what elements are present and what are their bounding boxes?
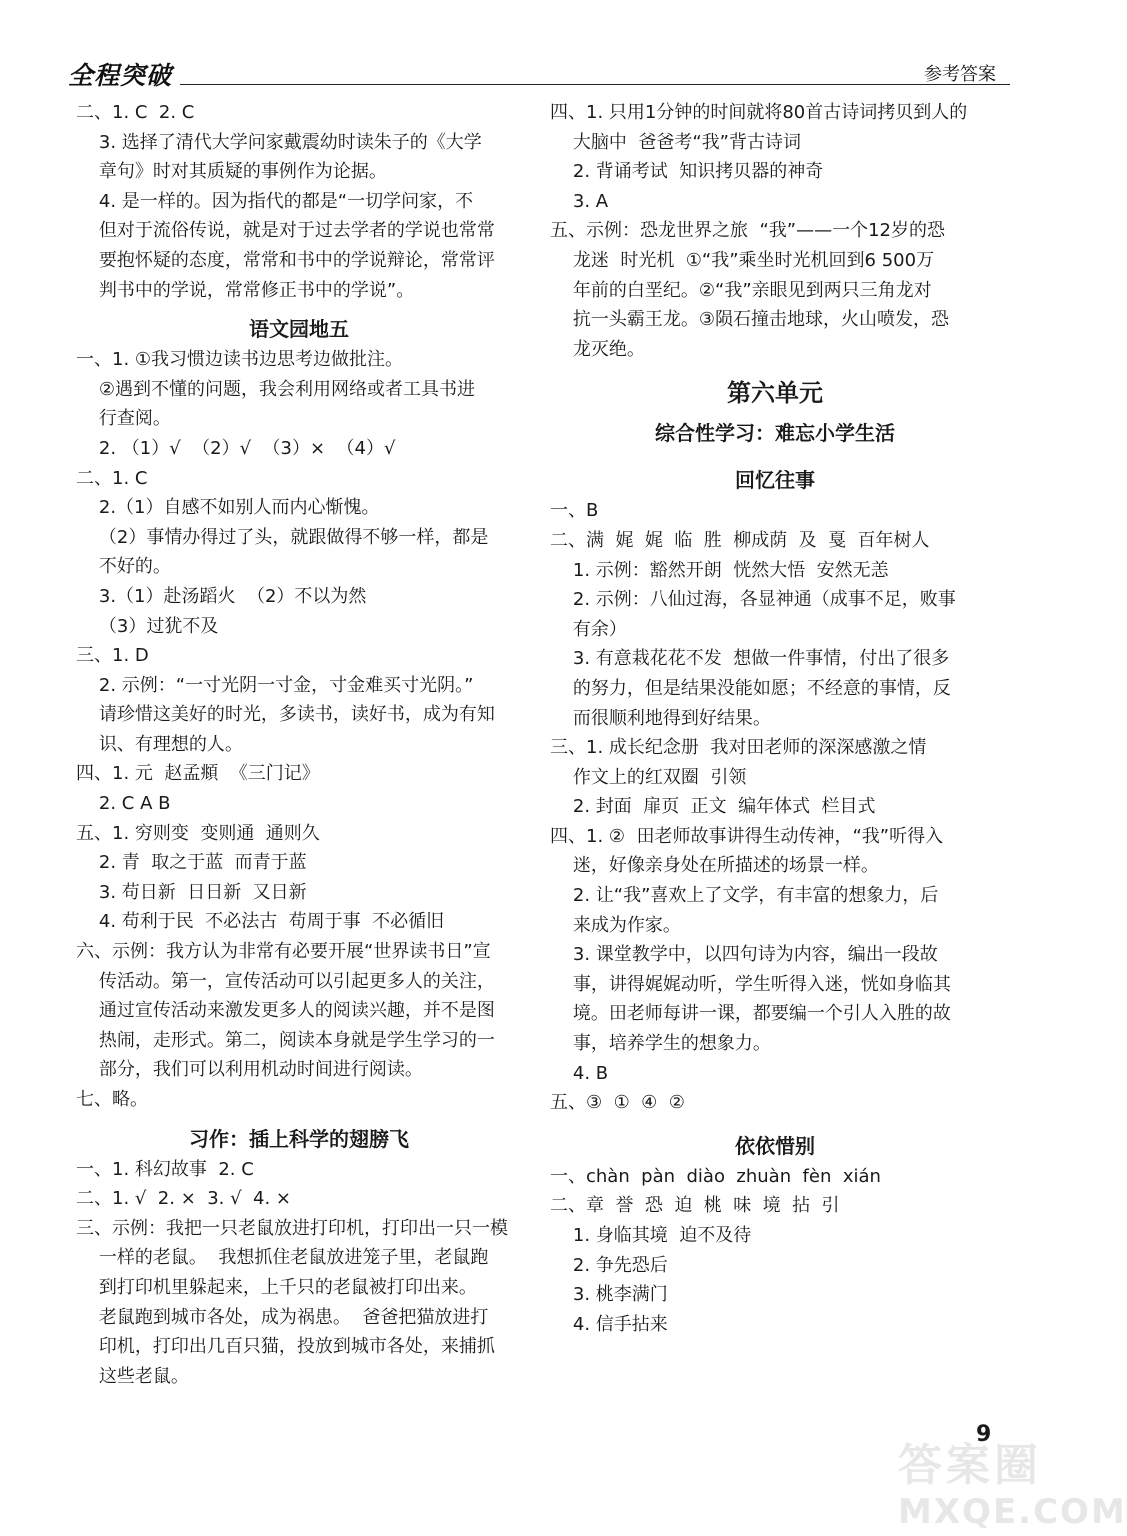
answer-line: 通过宣传活动来激发更多人的阅读兴趣，并不是图 (76, 1000, 495, 1022)
watermark-logo (898, 1440, 1127, 1536)
answer-line: 三、1. 成长纪念册 我对田老师的深深感激之情 (550, 737, 927, 759)
answer-line: 四、1. 只用1分钟的时间就将80首古诗词拷贝到人的 (550, 102, 968, 123)
answer-line: 二、章 誉 恐 迫 桃 味 境 拈 引 (550, 1195, 840, 1217)
answer-line: 一、1. 科幻故事 2. C (76, 1158, 254, 1180)
answer-line: 4. B (550, 1062, 609, 1084)
answer-line: 2. 让“我”喜欢上了文学，有丰富的想象力，后 (550, 885, 939, 907)
subsection-heading: 依依惜别 (735, 1133, 815, 1158)
section-heading: 语文园地五 (249, 317, 349, 342)
spacer (550, 448, 1000, 456)
answer-line: 五、③ ① ④ ② (550, 1092, 685, 1114)
answer-line: 3. A (550, 190, 609, 212)
answer-line: 七、略。 (76, 1089, 148, 1110)
answer-line: 事，讲得娓娓动听，学生听得入迷，恍如身临其 (550, 973, 951, 995)
answer-line: 五、示例：恐龙世界之旅 “我”——一个12岁的恐 (550, 220, 945, 242)
answer-line: 要抱怀疑的态度，常常和书中的学说辩论，常常评 (76, 249, 495, 271)
answer-line: 判书中的学说，常常修正书中的学说”。 (76, 279, 415, 301)
answer-line: 4. 信手拈来 (550, 1313, 668, 1335)
answer-line: 四、1. ② 田老师故事讲得生动传神，“我”听得入 (550, 825, 944, 847)
answer-line: 2. 示例：八仙过海，各显神通（成事不足，败事 (550, 589, 956, 611)
left-column (76, 98, 522, 1391)
answer-line: 4. 是一样的。因为指代的都是“一切学问家，不 (76, 190, 474, 212)
answer-line: 龙迷 时光机 ①“我”乘坐时光机回到6 500万 (550, 249, 935, 271)
answer-line: 的努力，但是结果没能如愿；不经意的事情，反 (550, 677, 951, 699)
answer-line: 3. 选择了清代大学问家戴震幼时读朱子的《大学 (76, 131, 482, 153)
answer-line: 三、示例：我把一只老鼠放进打印机，打印出一只一模 (76, 1217, 508, 1239)
answer-line: 六、示例：我方认为非常有必要开展“世界读书日”宣 (76, 941, 491, 963)
answer-line: 二、1. C (76, 467, 148, 489)
answer-line: 2. C A B (76, 793, 171, 815)
answer-line: 迷，好像亲身处在所描述的场景一样。 (550, 855, 879, 877)
answer-line: 一样的老鼠。 我想抓住老鼠放进笼子里，老鼠跑 (76, 1247, 489, 1269)
answer-line: 来成为作家。 (550, 914, 681, 936)
answer-line: 热闹，走形式。第二，阅读本身就是学生学习的一 (76, 1029, 495, 1051)
answer-line: 四、1. 元 赵孟頫 《三门记》 (76, 763, 320, 785)
section-heading: 综合性学习：难忘小学生活 (655, 421, 895, 446)
answer-line: 这些老鼠。 (76, 1365, 189, 1387)
answer-line: 二、1. √ 2. × 3. √ 4. × (76, 1188, 292, 1210)
answer-line: 2. 青 取之于蓝 而青于蓝 (76, 852, 307, 874)
answer-line: 五、1. 穷则变 变则通 通则久 (76, 822, 320, 844)
answer-line: 2. 封面 扉页 正文 编年体式 栏目式 (550, 796, 876, 818)
answer-line: 2. 背诵考试 知识拷贝器的神奇 (550, 161, 824, 183)
answer-line: 3.（1）赴汤蹈火 （2）不以为然 (76, 585, 367, 607)
answer-line: 行查阅。 (76, 408, 171, 430)
section-heading: 习作：插上科学的翅膀飞 (189, 1126, 409, 1151)
answer-line: 到打印机里躲起来，上千只的老鼠被打印出来。 (76, 1276, 477, 1298)
answer-line: 1. 示例：豁然开朗 恍然大悟 安然无恙 (550, 559, 889, 581)
answer-line: 一、chàn pàn diào zhuàn fèn xián (550, 1165, 881, 1187)
answer-line: 1. 身临其境 迫不及待 (550, 1225, 752, 1246)
answer-line: （2）事情办得过了头，就跟做得不够一样，都是 (76, 526, 489, 548)
answer-line: 2. （1）√ （2）√ （3）× （4）√ (76, 437, 396, 459)
book-brand-logo: 全程突破 (68, 61, 173, 90)
answer-line: 2. 示例：“一寸光阴一寸金，寸金难买寸光阴。” (76, 674, 474, 696)
answer-line: 一、1. ①我习惯边读书边思考边做批注。 (76, 349, 404, 371)
answer-line: 抗一头霸王龙。③陨石撞击地球，火山喷发，恐 (550, 309, 950, 331)
answer-line: 3. 桃李满门 (550, 1284, 668, 1306)
answer-line: （3）过犹不及 (76, 615, 219, 637)
answer-line: 二、1. C 2. C (76, 102, 195, 123)
answer-line: 有余） (550, 618, 627, 640)
answer-line: 大脑中 爸爸考“我”背古诗词 (550, 131, 801, 153)
answer-line: 请珍惜这美好的时光，多读书，读好书，成为有知 (76, 704, 495, 726)
answer-line: 境。田老师每讲一课，都要编一个引人入胜的故 (550, 1003, 951, 1025)
answer-line: 二、满 娓 娓 临 胜 柳成荫 及 戛 百年树人 (550, 529, 930, 551)
section-label: 参考答案 (924, 64, 996, 85)
answer-line: 部分，我们可以利用机动时间进行阅读。 (76, 1059, 423, 1081)
answer-line: 2.（1）自感不如别人而内心惭愧。 (76, 497, 380, 519)
answer-line: 年前的白垩纪。②“我”亲眼见到两只三角龙对 (550, 279, 932, 301)
subsection-heading: 回忆往事 (735, 468, 815, 493)
answer-line: 传活动。第一，宣传活动可以引起更多人的关注， (76, 970, 495, 992)
watermark-url: MXQE.COM (898, 1492, 1127, 1532)
answer-line: 章句》时对其质疑的事例作为论据。 (76, 161, 387, 183)
answer-line: 作文上的红双圈 引领 (550, 766, 747, 788)
answer-line: 而很顺利地得到好结果。 (550, 707, 771, 729)
answer-line: 3. 课堂教学中，以四句诗为内容，编出一段故 (550, 944, 938, 966)
answer-line: 三、1. D (76, 645, 149, 667)
answer-line: 4. 苟利于民 不必法古 苟周于事 不必循旧 (76, 911, 445, 933)
answer-line: 不好的。 (76, 556, 171, 578)
answer-line: 事，培养学生的想象力。 (550, 1033, 771, 1055)
right-column (550, 98, 1000, 1339)
answer-line: 但对于流俗传说，就是对于过去学者的学说也常常 (76, 220, 495, 242)
answer-line: 识、有理想的人。 (76, 733, 243, 755)
answer-line: ②遇到不懂的问题，我会利用网络或者工具书进 (76, 378, 476, 400)
answer-line: 3. 苟日新 日日新 又日新 (76, 881, 307, 903)
answer-line: 2. 争先恐后 (550, 1254, 668, 1276)
answer-line: 3. 有意栽花花不发 想做一件事情，付出了很多 (550, 648, 950, 670)
page-number: 9 (976, 1422, 992, 1447)
answer-line: 老鼠跑到城市各处，成为祸患。 爸爸把猫放进打 (76, 1306, 489, 1328)
answer-line: 一、B (550, 500, 599, 522)
answer-line: 龙灭绝。 (550, 338, 645, 360)
unit-heading: 第六单元 (727, 379, 823, 408)
answer-line: 印机，打印出几百只猫，投放到城市各处，来捕抓 (76, 1336, 495, 1358)
header-rule (180, 84, 1010, 85)
watermark-text: 答案圈 (898, 1440, 1042, 1491)
